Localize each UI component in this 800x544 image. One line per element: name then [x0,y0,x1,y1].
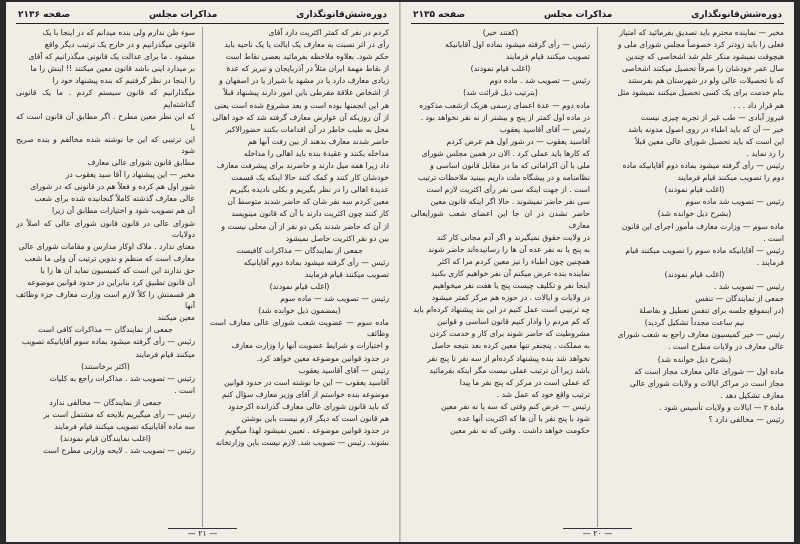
text-columns [16,27,389,535]
text-line: (اغلب قیام نمودند) [664,269,725,279]
text-line: شود با پنج نفر با آن ها که اکثریت آنها عده [457,414,590,423]
text-line: (اغلب قیام نمودند) [470,64,531,74]
text-line: آن قانون تطبیق کرد بنابراین در حدود قوانین موضوعه [27,277,195,287]
text-line: تصویب میکنند قیام فرمایند [304,269,389,279]
text-line: مجاز است در مراکز ایالات و ولایات شورای عالی [629,378,784,388]
text-line: سوء ظن ندارم ولی بنده میدانم که در اینجا با یک [42,28,195,37]
text-line: بنام خدمت برای یک کسی تحصیل میکنند نمیشود مثل [617,88,784,98]
header-period: دوره‌شش‌قانونگذاری [691,10,782,20]
page-footer [6,529,399,538]
column-divider [202,27,203,527]
text-line: ماده سوم — عضویت شعب شورای عالی معارف است وظائف [210,318,389,339]
text-line: عالی معارف در ولایات مطرح است . [668,342,784,352]
text-line: آن هم تصویب شود و اختیارات مطابق آن زیرا [51,206,195,216]
text-line: دوم را تصویب میکنند قیام فرمایند [677,173,784,183]
text-line: داد زیرا همه میل دارند و حاضرند برای پیشرفت معارف [216,161,389,171]
text-line: که عملی است در مرکز که پنج نفر ما پیدا [459,377,590,387]
text-line: اینجا نفر و تکلیف چیست پنج یا هفت نفر میخواهیم [432,280,590,290]
text-line: رئیس — تصویب شد . مذاکرات راجع به کلیات [49,373,195,383]
text-line: جمعی از نمایندگان — مخالفی ندارد [49,397,162,407]
text-line: بین دو نفر اکثریت حاصل نمیشود [285,233,389,243]
text-line: آقاسید یعقوب — این جا نوشته است در حدود قوانین [223,377,389,387]
text-line: خودشان کار کنند و کمک کنند حالا اینکه یک قسمت [231,173,389,183]
text-line: حکم شود. بعلاوه ملاحظه بفرمائید بعضی نقاط است [225,52,389,62]
column-right [605,27,784,535]
text-line: مشروطیت که حاضر شوند برای کار و خدمت کردن [429,329,590,339]
text-line: نیم ساعت مجدداً تشکیل گردید) [644,318,745,328]
text-line: نشوند. رئیس — تصویب شد. لازم نیست باین وزارتخانه [215,438,389,448]
text-line: به مملکت . پنجنفر تنها معین کرده بعد نتیجه حاصل [431,341,590,351]
text-line: حاضر شدند معارف بدهند از بین رفت آنها هم [247,136,389,146]
column-divider [597,27,598,527]
text-line: رئیس — آقایانیکه ماده سوم را تصویب میکنند قیام [625,245,784,255]
text-line: (اکثر برخاستند) [81,361,130,371]
text-line: شور اول هم کرده و فعلاً هم در قانونی که در شورای [30,182,195,192]
text-line: جمعی از نمایندگان — مذاکرات کافی است [38,325,173,335]
text-line: رئیس — تصویب شد . [714,281,784,291]
text-line: مداخله بکنند و عقیدهٔ بنده باید اهالی را مداخله [243,148,389,158]
text-line: است . [763,233,784,243]
text-line: که این نظر معین مطرح . اگر مطابق آن قانون است که با [16,111,195,132]
text-line: فرمایند . [756,257,784,267]
text-line: میکنند قیام فرمایند [135,349,195,359]
text-line: هر این انجمنها بوده است و بعد مشروع شده است یعنی [214,100,389,110]
text-line: رئیس — رأی گرفته میشود بماده اول آقایانیکه [445,40,590,50]
text-line: جمعی از نمایندگان — تنفس [695,294,784,304]
text-line: رئیس — آقای آقاسید یعقوب [499,124,590,134]
header-title: مذاکرات مجلس [543,10,613,20]
text-line: معارف است که منظم و ندوین ترتیب آن ولی ما شعب [24,253,195,263]
text-line: موضوعه بنده خواستم از آقای وزیر معارف سؤال کنم [222,389,389,399]
text-line: این ترتیبی که این جا نوشته شده مخالفم و بنده صریح شود [16,134,195,155]
text-line: زیادی معارف دارد یا در مشهد یا شیراز یا در اصفهان و [219,76,389,86]
text-line: رئیس — مخالفی دارد ؟ [708,415,784,424]
text-line: این است که باید تحصیل شورای عالی معین قبلاً [635,136,784,146]
text-line: حکومت خواهد داشت . وقتی که نه نفر معین [450,426,590,436]
page-footer [401,529,794,538]
text-line: رئیس — خبر کمیسیون معارف راجع به شعب شورای [617,330,784,340]
text-line: رئیس — رأی گرفته میشود بماده دوم آقایانیکه ماده [622,161,784,171]
text-line: هم قرار داد . . . [733,100,784,110]
text-line: حق ندارند این است که کمیسیون نماید آن ها را با [40,265,195,275]
text-line: (کفتند خیر) [482,28,519,37]
text-line: عدیدهٔ اهالی را در نظر بگیریم و بکلی نادیده بگیریم [229,185,389,195]
text-line: فعلی را باید زودتر کرد خصوصاً مجلس شورای ملی و [617,40,784,50]
header-period: دوره‌شش‌قانونگذاری [296,10,387,20]
text-line: ماده اول — شورای عالی معارف مجاز است که [634,366,784,376]
text-line: به پنج یا نه نفر عده آن ها را رسانیده‌اند حاضر شوند [427,244,590,254]
text-line: هم قانون است که دیگر لازم نیست باین نوشتن [241,414,389,423]
text-line: (در اینموقع جلسه برای تنفس تعطیل و بفاصلهٔ [639,306,784,316]
text-line: و اختیارات و شرایط عضویت آنها را وزارت معارف [231,341,389,351]
text-line: را رد نماید . [746,148,784,158]
text-line: (بمضمون ذیل خوانده شد) [258,306,341,316]
text-line: میگذارانیم که قانون سیستم کردم . ما یک قانونی گذاشته‌ایم [16,88,195,109]
page-header [411,8,784,24]
text-line: رئیس — رأی گرفته میشود بماده سوم آقایانیکه تصویب [21,337,195,347]
header-page-label: صفحه ۲۱۳۵ [413,10,466,20]
text-line: تصویب میکنند قیام فرمایند [505,52,590,62]
page-left [6,2,400,542]
text-line: ملی با آن اکراماتی که ما در مقابل قانون اساسی و [430,161,590,171]
text-line: شورای عالی در قانون قانون شورای عالی که اصلاً در دولایات [16,218,195,239]
text-line: (اغلب قیام نمودند) [269,281,330,291]
text-line: از آن روزیکه آن عوارض معارف گرفته شد که خود اهالی [212,112,389,122]
text-line: معین میکنند [157,313,195,323]
text-line: محل به طیب خاطر در آن اقدامات بکنند حضورالاکبر [225,124,389,134]
header-page-label: صفحه ۲۱۳۶ [18,10,71,20]
text-line: مخبر — نماینده محترم باید تصدیق بفرمائید که امتیاز [619,28,784,37]
text-line: رئیس — عرض کنم وقتی که سه یا نه نفر معین [441,401,590,411]
text-line: است . [174,385,195,395]
text-line: هر قسمتش را کلاً لازم است وزارت معارف جزء وظائف آنها [16,290,195,311]
text-line: عالی معارف گذشته کاملاً گنجانیده شده برای شعب [34,194,195,204]
text-line: سال عمر خودشان را صرفاً تحصیل میکنند اشخاصی [621,64,784,74]
text-line: در حدود قوانین موضوعه . تعیین نمیشود لهذا میگویم [225,426,389,436]
text-line: میشود . ما برای عدالت یک قانونی میگذرانیم که آقای [28,52,195,62]
text-line: ماده دوم — عدهٔ اعضای رسمی هریک ازشعب مذکوره [419,100,590,110]
text-line: رئیس — تصویب شد . لایحه وزارتی مطرح است [43,446,195,456]
text-line: در ولایت حقوق نمیگیرند و اگر آدم مجانی کار کند [436,232,590,242]
text-line: مخبر — این پیشنهاد را آقا سید یعقوب در [65,170,195,180]
column-left [411,27,590,535]
page-number: — ۲۰ — [563,528,633,538]
text-line: را اینجا در نظر گرفتیم که بنده پیشنهاد خود را [52,76,195,86]
text-line: که کم مردم را وادار کنیم قانون اساسی و قوانین [437,317,590,327]
text-line: آقاسید یعقوب — در شور اول هم عرض کردم [446,136,590,146]
header-title: مذاکرات مجلس [148,10,218,20]
text-line: از آن که حاضر شدند یکی دو نفر از آن محلی نیست و [221,221,389,231]
text-line: حاضر نشدن در ان جا این اعضای شعب شورایعالی معارف [411,209,590,230]
text-line: رئیس — تصویب شد ماده سوم [685,197,784,207]
text-line: در ولایات و ایالات . در حوزه هم مرکز کمتر میشود [431,293,590,303]
text-line: فیروز آبادی — طب غیر از تجربه چیزی نیست [640,112,784,122]
text-line: قانونی میگذرانیم و در خارج یک ترتیب دیگر واقع [44,40,195,50]
book-spread [6,2,794,542]
text-line: مطابق قانون شورای عالی معارف [87,158,195,168]
text-line: در ماده اول کمتر از پنج و بیشتر از نه نفر نخواهد بود . [420,112,590,122]
text-line: چه ترتیبی است عمل کنیم در این بند پیشنهاد کرده‌ام باید [413,305,590,315]
text-line: از نقاط مهمهٔ ایران مثلاً در آذربایجان و تبریز که عدهٔ [226,64,389,74]
text-line: خیر — آن که باید اطباء در روی اصول مدونه باشد [627,124,784,134]
text-line: رئیس — تصویب شد — ماده سوم [280,294,389,304]
text-line: که کارها باید عملی کرد . الان در همین مجلس شورای [421,148,590,158]
text-line: جمعی از نمایندگان — مذاکرات کافیست [236,245,363,255]
text-line: هیچوقت نمیشود منکر علم شد اشخاصی که چندین [625,52,784,62]
text-line: (اغلب قیام نمودند) [664,185,725,195]
text-line: رئیس — رأی میگیریم بلایحه که مشتمل است بر [43,410,195,419]
text-line: معارف تشکیل دهد . [720,390,784,400]
text-columns [411,27,784,535]
text-line: رئیس — آقای آقاسید یعقوب [298,365,389,375]
text-line: معین کردم سه نفر شان که حاضر شدند متوسط آن [227,197,389,207]
text-line: ترتیب واقع خود که عمل شد . [496,389,590,399]
text-line: نظامنامه و در پیشگاه ملت داریم ببینید ملاحظات ترتیب [418,173,590,183]
text-line: که باید قانون شورای عالی معارف گذرانده اکرحدود [228,401,389,411]
page-header [16,8,389,24]
text-line: رأی در اثر نسبت به معارف یک ایالت یا یک ناحیه باید [224,40,389,50]
text-line: سی نفر حاضر نمیشوند . حالا اگر اینکه قانون معین [430,197,590,207]
text-line: باشد زیرا آن ترتیب عملی نیست مگر اینکه بفرمائید [429,365,590,375]
text-line: مادهٔ ۲ — ایالات و ولایات تأسیس شود . [659,402,784,412]
text-line: معنای ندارد . ملاک اوکار مدارس و مقامات شورای عالی [18,241,195,251]
text-line: کار کنند چون اکثریت دارند با آن که قانون مینویسد [231,209,389,219]
text-line: از اشخاص علاقهٔ مفرطی باین امور دارند پیشنهاد قبلاً [223,88,389,98]
text-line: کردم در نفر که کمتر اکثریت دارد آقای [268,28,389,37]
text-line: (بشرح ذیل خوانده شد) [657,209,732,219]
text-line: نخواهد شد بنده پیشنهاد کرده‌ام از سه نفر تا پنج نفر [427,353,590,363]
text-line: (اغلب نمایندگان قیام نمودند) [60,434,151,444]
text-line: رئیس — تصویب شد . ماده دوم [489,76,590,86]
column-left [16,27,195,535]
text-line: (بشرح ذیل خوانده شد) [657,354,732,364]
page-number: — ۲۱ — [168,528,238,538]
text-line: (بترتیب ذیل قرائت شد) [463,88,538,98]
text-line: سه ماده آقایانیکه تصویب میکنند قیام فرمایند [54,422,195,432]
text-line: است . از جهت اینکه سی نفر رأی اکثریت لازم است [426,185,590,195]
text-line: ماده سوم — وزارت معارف مأمور اجرای این قانون [621,221,784,231]
text-line: بر میدارد اینی باشد قانون معین میکنند !! اینش را ما [30,64,195,74]
text-line: همچنین چون اطباء را نیز معین کردم مرا که اکثر [437,256,590,266]
column-right [210,27,389,535]
text-line: در حدود قوانین موضوعه معین خواهد کرد. [256,353,389,363]
page-right [400,2,794,542]
text-line: نماینده بنده عرض میکنم آن نفر خواهیم کاری بکنید [431,268,590,278]
text-line: رئیس — رأی گرفته میشود بمادهٔ دوم آقایانیکه [243,257,389,267]
text-line: که با تحصیلات عالی ولو در شهرستان هم بفرستند [627,76,784,86]
